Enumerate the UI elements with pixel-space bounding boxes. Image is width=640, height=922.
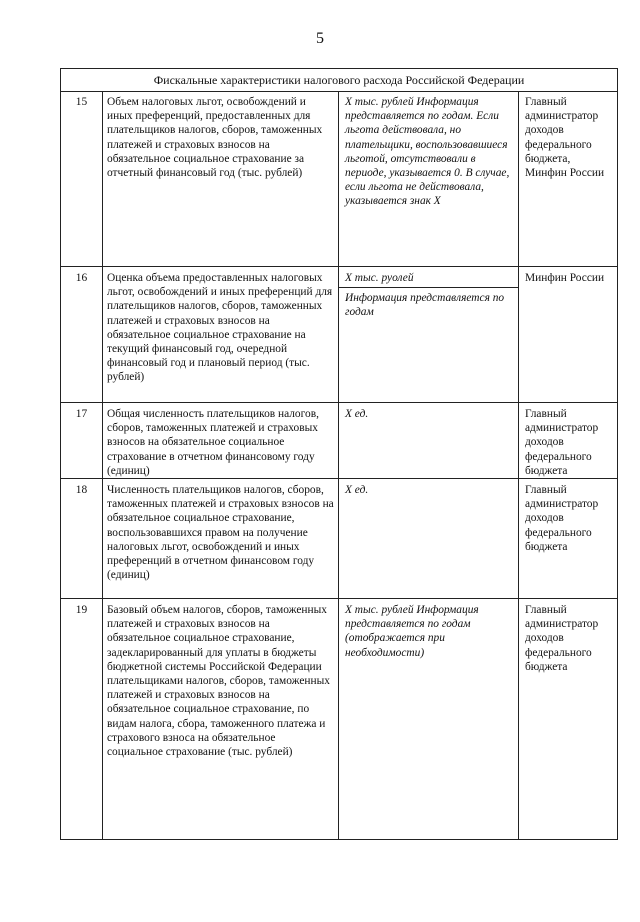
page-number: 5: [316, 30, 324, 47]
row-number: 16: [61, 267, 103, 402]
indicator-value: X ед.: [339, 479, 519, 598]
indicator-value: X тыс. руолей: [345, 272, 414, 284]
row-number: 17: [61, 403, 103, 478]
table-header: Фискальные характеристики налогового расхода Российской Федерации: [61, 69, 617, 92]
indicator-value-note: Информация представляется по годам: [345, 292, 505, 319]
indicator-name: Базовый объем налогов, сборов, таможенных платежей и страховых взносов на обязательное социальное страхование, задекларированный для уплаты в бюджеты бюджетной системы Российской Федерации плательщиками налогов, сборов, таможенных платежей и страховых взносов на обязательное социальное страхование, по видам налога, сбора, таможенного платежа и страхового взноса на обязательное социальное страхование (тыс. рублей): [103, 599, 339, 839]
table-row: [61, 91, 617, 267]
indicator-administrator: Главный администратор доходов федерального бюджета: [525, 484, 599, 553]
indicator-value-cell: [339, 267, 519, 402]
row-number: 15: [61, 91, 103, 266]
indicator-name: Общая численность плательщиков налогов, сборов, таможенных платежей и страховых взносов на обязательное социальное страхование в отчетном финансовому году (единиц): [103, 403, 339, 478]
indicator-administrator: Главный администратор доходов федерального бюджета: [525, 408, 599, 477]
table-row: [61, 599, 617, 839]
indicator-name: Численность плательщиков налогов, сборов, таможенных платежей и страховых взносов на обязательное социальное страхование, воспользовавшихся правом на получение налоговых льгот, освобождений и иных преференций в отчетном финансовом году (единиц): [103, 479, 339, 598]
indicator-value: X ед.: [339, 403, 519, 478]
indicator-value: X тыс. рублей Информация представляется по годам (отображается при необходимости): [339, 599, 519, 839]
row-number: 18: [61, 479, 103, 598]
fiscal-characteristics-table: [60, 68, 618, 840]
cell-divider: [339, 287, 518, 288]
indicator-administrator: Минфин России: [525, 272, 605, 284]
row-number: 19: [61, 599, 103, 839]
indicator-name: Объем налоговых льгот, освобождений и иных преференций, предоставленных для плательщиков налогов, сборов, таможенных платежей и страховых взносов на обязательное социальное страхование за отчетный финансовый год (тыс. рублей): [103, 91, 339, 266]
table-row: [61, 403, 617, 479]
indicator-administrator: Главный администратор доходов федерального бюджета, Минфин России: [525, 96, 605, 180]
indicator-name: Оценка объема предоставленных налоговых льгот, освобождений и иных преференций для плательщиков налогов, сборов, таможенных платежей и страховых взносов на обязательное социальное страхование на текущий финансовый год, очередной финансовый год и плановый период (тыс. рублей): [103, 267, 339, 402]
indicator-value: X тыс. рублей Информация представляется по годам. Если льгота действовала, но плательщики, воспользовавшиеся льготой, отсутствовали в периоде, указывается 0. В случае, если льгота не действовала, указывается знак X: [339, 91, 519, 266]
table-row: [61, 267, 617, 403]
table-row: [61, 479, 617, 599]
indicator-administrator: Главный администратор доходов федерального бюджета: [525, 604, 599, 673]
